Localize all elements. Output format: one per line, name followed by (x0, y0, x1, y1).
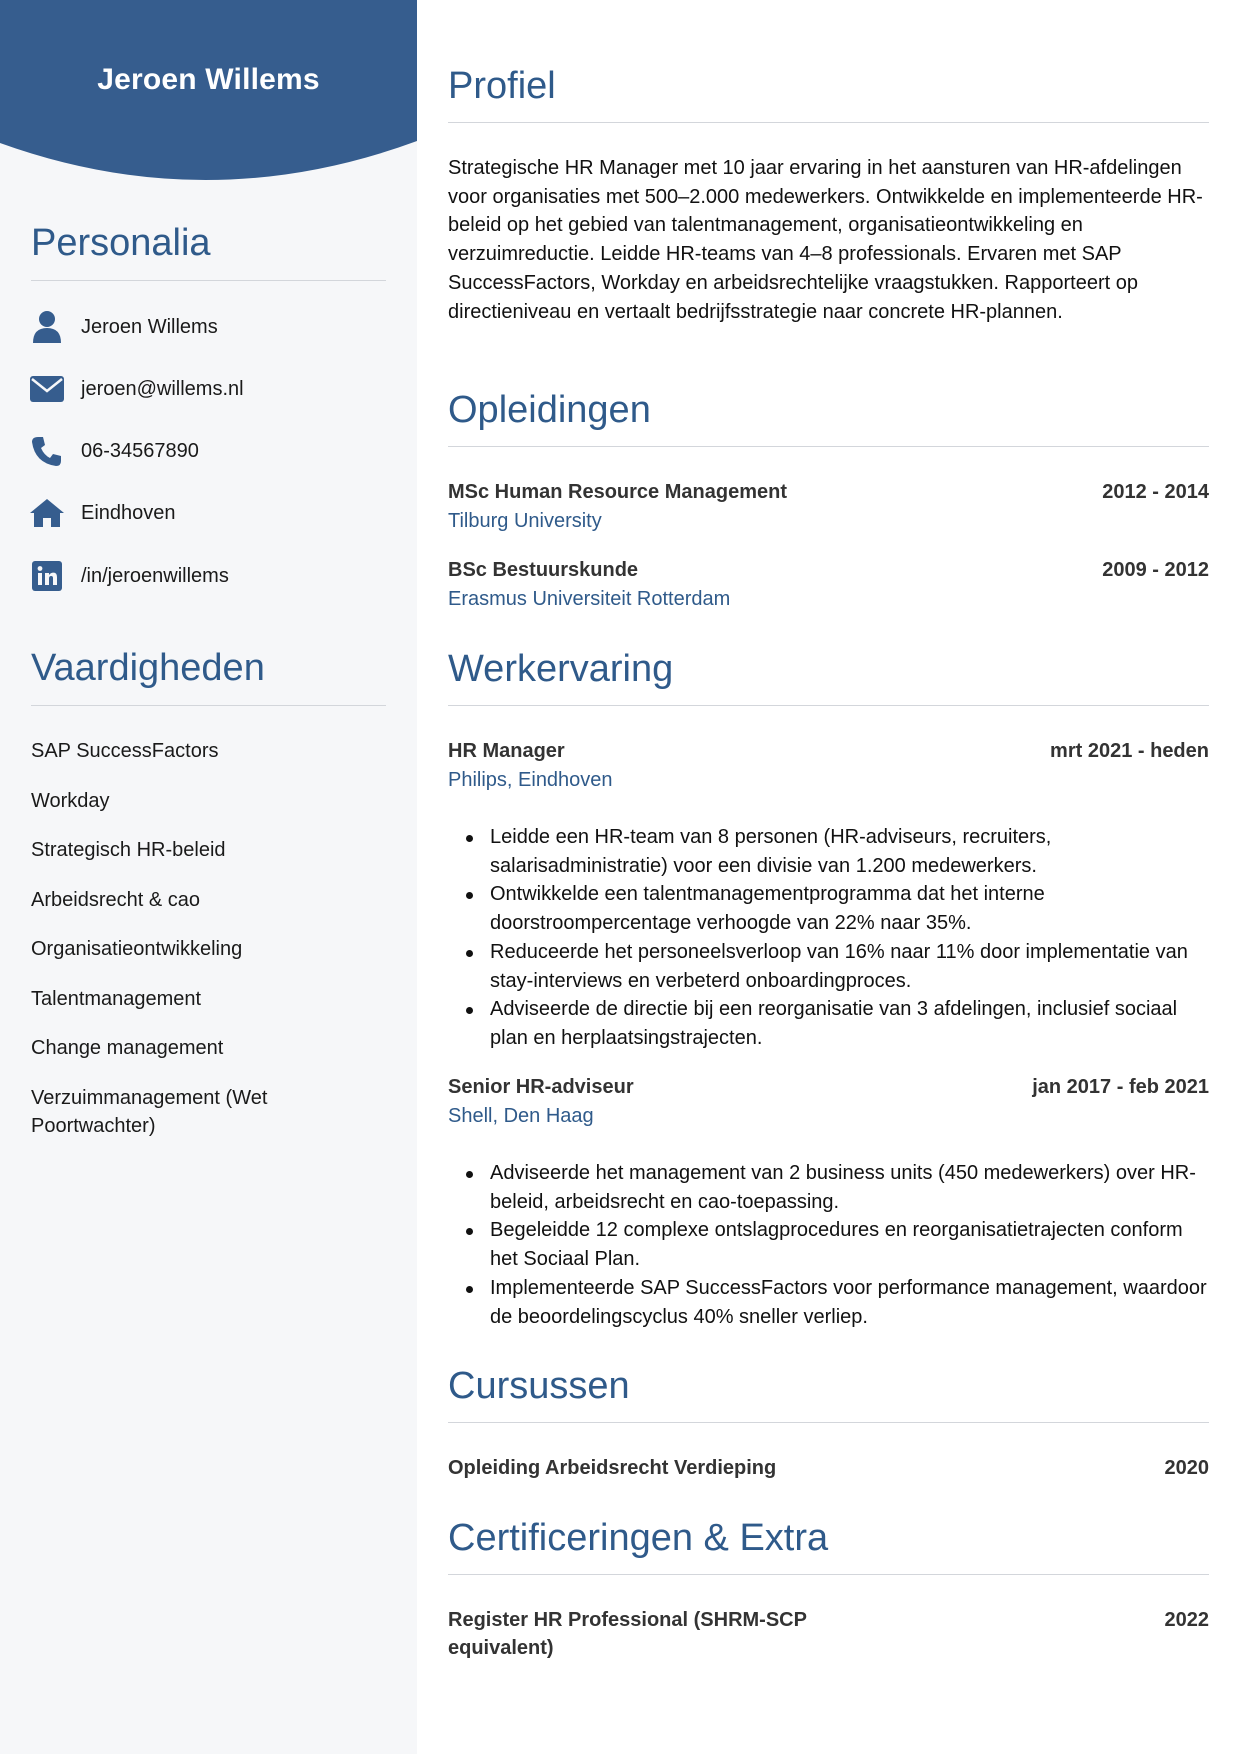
contact-email-text[interactable]: jeroen@willems.nl (81, 377, 244, 400)
divider (31, 280, 386, 281)
skill-item: Verzuimmanagement (Wet Poortwachter) (31, 1087, 268, 1137)
course-title: Opleiding Arbeidsrecht Verdieping (448, 1457, 777, 1479)
job-date: mrt 2021 - heden (1050, 740, 1209, 762)
education-heading: Opleidingen (448, 389, 651, 431)
skill-item: Talentmanagement (31, 988, 202, 1010)
sidebar (0, 0, 417, 1754)
divider (31, 705, 386, 706)
contact-email[interactable] (28, 369, 244, 409)
certifications-heading: Certificeringen & Extra (448, 1517, 829, 1559)
job-title: Senior HR-adviseur (448, 1076, 634, 1098)
personalia-heading: Personalia (31, 222, 211, 264)
skill-item: Change management (31, 1037, 224, 1059)
certification-date: 2022 (1164, 1609, 1209, 1631)
job-bullet: Reduceerde het personeelsverloop van 16% naar 11% door implementatie van stay-interviews en verbeterd onboardingproces. (490, 938, 1209, 995)
profile-heading: Profiel (448, 65, 556, 107)
contact-name (28, 307, 218, 347)
job-bullet: Adviseerde het management van 2 business units (450 medewerkers) over HR-beleid, arbeidsrecht en cao-toepassing. (490, 1159, 1209, 1216)
degree-title: BSc Bestuurskunde (448, 559, 639, 581)
divider (448, 122, 1209, 123)
job-bullet: Leidde een HR-team van 8 personen (HR-adviseurs, recruiters, salarisadministratie) voor een divisie van 1.200 medewerkers. (490, 823, 1209, 880)
divider (448, 446, 1209, 447)
job-date: jan 2017 - feb 2021 (1032, 1076, 1209, 1098)
contact-location-text: Eindhoven (81, 501, 176, 524)
course-date: 2020 (1164, 1457, 1209, 1479)
course-entry (448, 1454, 1209, 1482)
home-icon (28, 494, 66, 532)
job-bullet: Begeleidde 12 complexe ontslagprocedures en reorganisatietrajecten conform het Sociaal Plan. (490, 1216, 1209, 1273)
job-bullets (490, 1159, 1209, 1331)
skills-heading: Vaardigheden (31, 647, 265, 689)
certification-entry (448, 1606, 1209, 1662)
envelope-icon (28, 370, 66, 408)
job-bullet: Implementeerde SAP SuccessFactors voor performance management, waardoor de beoordelingscyclus 40% sneller verliep. (490, 1274, 1209, 1331)
contact-location (28, 493, 176, 533)
user-icon (28, 308, 66, 346)
contact-phone-text[interactable]: 06-34567890 (81, 439, 199, 462)
linkedin-icon (28, 557, 66, 595)
contact-name-text: Jeroen Willems (81, 315, 218, 338)
contact-linkedin[interactable] (28, 556, 229, 596)
employer: Philips, Eindhoven (448, 769, 613, 791)
degree-title: MSc Human Resource Management (448, 481, 787, 503)
name-header-banner (0, 0, 417, 188)
job-entry (448, 1073, 1209, 1101)
profile-text: Strategische HR Manager met 10 jaar ervaring in het aansturen van HR-afdelingen voor organisaties met 500–2.000 medewerkers. Ontwikkelde en implementeerde HR-beleid op het gebied van talentmanagement, organisatieontwikkeling en verzuimreductie. Leidde HR-teams van 4–8 professionals. Ervaren met SAP SuccessFactors, Workday en arbeidsrechtelijke vraagstukken. Rapporteert op directieniveau en vertaalt bedrijfsstrategie naar concrete HR-plannen. (448, 157, 1203, 323)
skill-item: Arbeidsrecht & cao (31, 889, 200, 911)
job-bullet: Adviseerde de directie bij een reorganisatie van 3 afdelingen, inclusief sociaal plan en herplaatsingstrajecten. (490, 995, 1209, 1052)
certification-title: Register HR Professional (SHRM-SCP equivalent) (448, 1609, 807, 1659)
divider (448, 1422, 1209, 1423)
degree-date: 2009 - 2012 (1102, 559, 1209, 581)
institution: Erasmus Universiteit Rotterdam (448, 588, 731, 610)
skill-item: Workday (31, 790, 110, 812)
contact-linkedin-text[interactable]: /in/jeroenwillems (81, 564, 229, 587)
education-entry (448, 478, 1209, 506)
skill-item: Organisatieontwikkeling (31, 938, 243, 960)
divider (448, 1574, 1209, 1575)
experience-heading: Werkervaring (448, 648, 674, 690)
job-entry (448, 737, 1209, 765)
courses-heading: Cursussen (448, 1365, 630, 1407)
job-bullet: Ontwikkelde een talentmanagementprogramma dat het interne doorstroompercentage verhoogde van 22% naar 35%. (490, 880, 1209, 937)
degree-date: 2012 - 2014 (1102, 481, 1209, 503)
skill-item: SAP SuccessFactors (31, 740, 219, 762)
job-bullets (490, 823, 1209, 1053)
candidate-name: Jeroen Willems (97, 63, 320, 96)
institution: Tilburg University (448, 510, 602, 532)
contact-phone[interactable] (28, 431, 199, 471)
education-entry (448, 556, 1209, 584)
divider (448, 705, 1209, 706)
employer: Shell, Den Haag (448, 1105, 594, 1127)
job-title: HR Manager (448, 740, 565, 762)
skill-item: Strategisch HR-beleid (31, 839, 226, 861)
phone-icon (28, 432, 66, 470)
